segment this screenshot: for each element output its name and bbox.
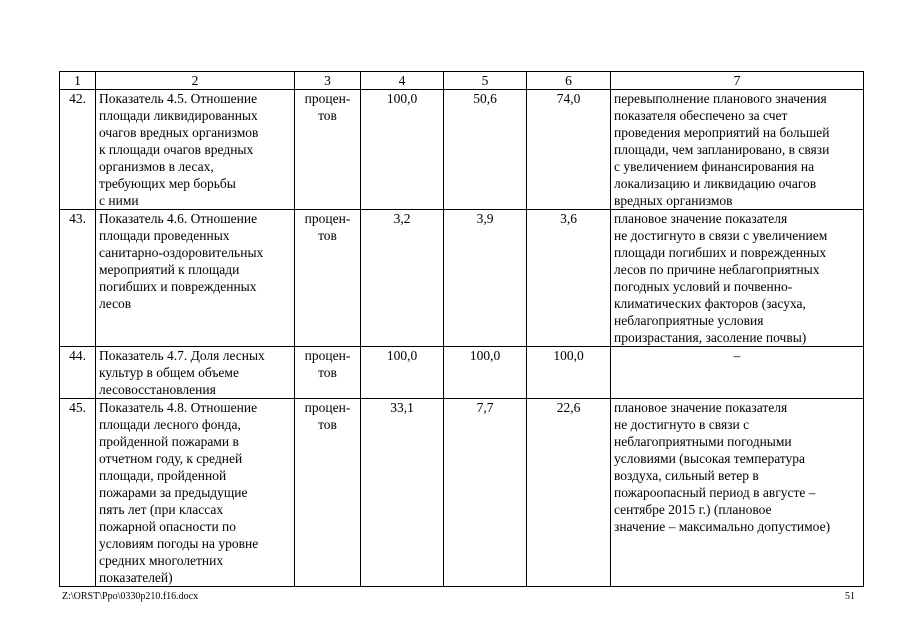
value-cell: 3,2 bbox=[361, 210, 444, 347]
indicator-name: Показатель 4.6. Отношение площади проведенных санитарно-оздоровительных мероприятий к площади погибших и поврежденных лесов bbox=[96, 210, 295, 347]
table-row bbox=[60, 399, 864, 587]
note-cell: – bbox=[611, 347, 864, 399]
column-number: 6 bbox=[527, 72, 611, 90]
value-cell: 100,0 bbox=[361, 90, 444, 210]
value-cell: 3,6 bbox=[527, 210, 611, 347]
value-cell: 100,0 bbox=[444, 347, 527, 399]
column-number-row bbox=[60, 72, 864, 90]
column-number: 5 bbox=[444, 72, 527, 90]
note-cell: плановое значение показателя не достигнуто в связи с неблагоприятными погодными условиями (высокая температура воздуха, сильный ветер в пожароопасный период в августе – сентябре 2015 г.) (плановое значение – максимально допустимое) bbox=[611, 399, 864, 587]
value-cell: 50,6 bbox=[444, 90, 527, 210]
row-number: 44. bbox=[60, 347, 96, 399]
unit-cell: процен- тов bbox=[295, 210, 361, 347]
note-cell: перевыполнение планового значения показателя обеспечено за счет проведения мероприятий на большей площади, чем запланировано, в связи с увеличением финансирования на локализацию и ликвидацию очагов вредных организмов bbox=[611, 90, 864, 210]
value-cell: 7,7 bbox=[444, 399, 527, 587]
file-path-footer: Z:\ORST\Ppo\0330p210.f16.docx bbox=[62, 591, 199, 602]
column-number: 3 bbox=[295, 72, 361, 90]
column-number: 1 bbox=[60, 72, 96, 90]
page-number: 51 bbox=[845, 591, 855, 602]
note-cell: плановое значение показателя не достигнуто в связи с увеличением площади погибших и поврежденных лесов по причине неблагоприятных погодных условий и почвенно- климатических факторов (засуха, неблагоприятные условия произрастания, засоление почвы) bbox=[611, 210, 864, 347]
value-cell: 22,6 bbox=[527, 399, 611, 587]
value-cell: 33,1 bbox=[361, 399, 444, 587]
value-cell: 100,0 bbox=[527, 347, 611, 399]
table-row bbox=[60, 90, 864, 210]
indicator-name: Показатель 4.7. Доля лесных культур в общем объеме лесовосстановления bbox=[96, 347, 295, 399]
column-number: 4 bbox=[361, 72, 444, 90]
unit-cell: процен- тов bbox=[295, 399, 361, 587]
table-row bbox=[60, 347, 864, 399]
column-number: 7 bbox=[611, 72, 864, 90]
indicator-name: Показатель 4.5. Отношение площади ликвидированных очагов вредных организмов к площади очагов вредных организмов в лесах, требующих мер борьбы с ними bbox=[96, 90, 295, 210]
value-cell: 3,9 bbox=[444, 210, 527, 347]
value-cell: 100,0 bbox=[361, 347, 444, 399]
unit-cell: процен- тов bbox=[295, 90, 361, 210]
row-number: 43. bbox=[60, 210, 96, 347]
column-number: 2 bbox=[96, 72, 295, 90]
row-number: 45. bbox=[60, 399, 96, 587]
unit-cell: процен- тов bbox=[295, 347, 361, 399]
indicators-table bbox=[59, 71, 864, 587]
row-number: 42. bbox=[60, 90, 96, 210]
value-cell: 74,0 bbox=[527, 90, 611, 210]
table-row bbox=[60, 210, 864, 347]
indicator-name: Показатель 4.8. Отношение площади лесного фонда, пройденной пожарами в отчетном году, к средней площади, пройденной пожарами за предыдущие пять лет (при классах пожарной опасности по условиям погоды на уровне средних многолетних показателей) bbox=[96, 399, 295, 587]
